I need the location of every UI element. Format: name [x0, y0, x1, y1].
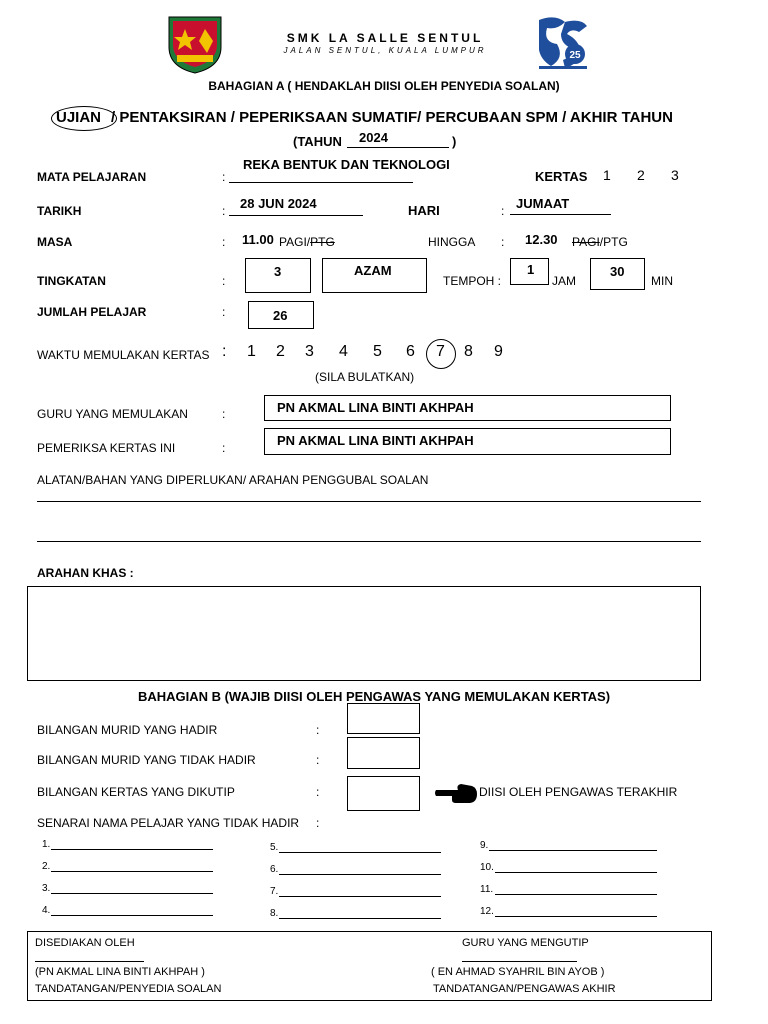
subject-colon: :	[222, 170, 226, 184]
list-number-3: 3.	[42, 883, 51, 894]
start-time-colon: :	[222, 343, 227, 360]
section-b-heading: BAHAGIAN B (WAJIB DIISI OLEH PENGAWAS YANG MEMULAKAN KERTAS)	[137, 689, 611, 704]
collector-role: TANDATANGAN/PENGAWAS AKHIR	[433, 983, 616, 995]
start-time-option-2: 2	[276, 343, 285, 360]
prepared-by-signature-line	[35, 961, 144, 962]
list-number-2: 2.	[42, 861, 51, 872]
until-label: HINGGA	[428, 235, 476, 249]
subject-value: REKA BENTUK DAN TEKNOLOGI	[243, 157, 450, 172]
time-start-pagi: PAGI/	[279, 235, 311, 249]
list-line-2	[51, 871, 213, 872]
school-address: JALAN SENTUL, KUALA LUMPUR	[283, 46, 487, 55]
collected-colon: :	[316, 785, 320, 799]
list-line-5	[279, 852, 441, 853]
list-number-10: 10.	[480, 862, 494, 873]
list-number-6: 6.	[270, 864, 279, 875]
start-time-option-9: 9	[494, 343, 503, 360]
time-label: MASA	[37, 235, 73, 249]
day-line	[510, 214, 611, 215]
materials-label: ALATAN/BAHAN YANG DIPERLUKAN/ ARAHAN PENGGUBAL SOALAN	[37, 473, 429, 487]
list-number-12: 12.	[480, 906, 494, 917]
special-instructions-box	[27, 586, 701, 681]
student-count-value: 26	[273, 308, 288, 323]
pointing-hand-icon	[434, 782, 478, 806]
prepared-by-label: DISEDIAKAN OLEH	[35, 937, 135, 949]
subject-line	[229, 182, 413, 183]
time-start-ptg: PTG	[310, 235, 335, 249]
checker-colon: :	[222, 441, 226, 455]
form-label: TINGKATAN	[37, 274, 106, 288]
starting-teacher-colon: :	[222, 407, 226, 421]
prepared-by-role: TANDATANGAN/PENYEDIA SOALAN	[35, 983, 222, 995]
time-start-value: 11.00	[242, 232, 274, 247]
present-box	[347, 703, 420, 734]
day-colon: :	[501, 204, 505, 218]
collector-signature-line	[462, 961, 577, 962]
list-line-6	[279, 874, 441, 875]
start-time-label: WAKTU MEMULAKAN KERTAS	[37, 348, 210, 362]
absent-colon: :	[316, 753, 320, 767]
start-time-option-7: 7	[436, 343, 445, 360]
day-value: JUMAAT	[516, 196, 570, 211]
checker-value: PN AKMAL LINA BINTI AKHPAH	[277, 433, 474, 448]
checker-label: PEMERIKSA KERTAS INI	[37, 441, 176, 455]
special-instructions-label: ARAHAN KHAS :	[37, 566, 134, 580]
list-line-12	[495, 916, 657, 917]
time-colon: :	[222, 235, 226, 249]
until-colon: :	[501, 235, 505, 249]
starting-teacher-label: GURU YANG MEMULAKAN	[37, 407, 188, 421]
collector-label: GURU YANG MENGUTIP	[462, 937, 589, 949]
student-count-label: JUMLAH PELAJAR	[37, 305, 147, 319]
collected-label: BILANGAN KERTAS YANG DIKUTIP	[37, 785, 235, 799]
duration-hours: 1	[527, 262, 535, 277]
day-label: HARI	[408, 203, 440, 218]
list-number-4: 4.	[42, 905, 51, 916]
paper-option-1: 1	[603, 167, 611, 183]
class-value: AZAM	[354, 263, 392, 278]
date-colon: :	[222, 204, 226, 218]
absent-list-label: SENARAI NAMA PELAJAR YANG TIDAK HADIR	[37, 816, 300, 830]
list-number-11: 11.	[480, 884, 494, 895]
start-time-option-4: 4	[339, 343, 348, 360]
last-invigilator-note: DIISI OLEH PENGAWAS TERAKHIR	[479, 785, 678, 799]
start-time-option-8: 8	[464, 343, 473, 360]
school-crest	[163, 11, 227, 75]
list-number-9: 9.	[480, 840, 489, 851]
time-end-ptg: /PTG	[599, 235, 628, 249]
duration-label: TEMPOH :	[443, 274, 502, 288]
exam-type-options: / PENTAKSIRAN / PEPERIKSAAN SUMATIF/ PERCUBAAN SPM / AKHIR TAHUN	[111, 109, 673, 126]
time-end-value: 12.30	[525, 232, 558, 247]
present-label: BILANGAN MURID YANG HADIR	[37, 723, 218, 737]
list-line-11	[495, 894, 657, 895]
form-colon: :	[222, 274, 226, 288]
paper-option-2: 2	[637, 167, 645, 183]
materials-line-1	[37, 501, 701, 502]
time-end-pagi: PAGI	[572, 235, 600, 249]
prepared-by-name: (PN AKMAL LINA BINTI AKHPAH )	[35, 966, 205, 978]
start-time-option-1: 1	[247, 343, 256, 360]
hours-label: JAM	[552, 274, 576, 288]
year-value: 2024	[359, 130, 388, 145]
starting-teacher-value: PN AKMAL LINA BINTI AKHPAH	[277, 400, 474, 415]
list-number-5: 5.	[270, 842, 279, 853]
svg-text:25: 25	[569, 50, 581, 61]
present-colon: :	[316, 723, 320, 737]
year-line	[347, 147, 449, 148]
student-count-colon: :	[222, 305, 226, 319]
collected-box	[347, 776, 420, 811]
start-time-option-3: 3	[305, 343, 314, 360]
school-name: SMK LA SALLE SENTUL	[286, 31, 484, 45]
start-time-option-5: 5	[373, 343, 382, 360]
absent-list-colon: :	[316, 816, 320, 830]
list-line-3	[51, 893, 213, 894]
list-line-1	[51, 849, 213, 850]
form-value: 3	[274, 264, 282, 279]
year-suffix: )	[452, 134, 457, 149]
anniversary-logo	[535, 14, 591, 72]
absent-box	[347, 737, 420, 769]
date-label: TARIKH	[37, 204, 82, 218]
list-line-7	[279, 896, 441, 897]
duration-minutes: 30	[610, 264, 625, 279]
date-line	[229, 215, 363, 216]
collector-name: ( EN AHMAD SYAHRIL BIN AYOB )	[431, 966, 605, 978]
list-number-8: 8.	[270, 908, 279, 919]
materials-line-2	[37, 541, 701, 542]
exam-type-ujian: UJIAN	[56, 109, 102, 126]
list-line-10	[495, 872, 657, 873]
minutes-label: MIN	[651, 274, 673, 288]
date-value: 28 JUN 2024	[240, 196, 317, 211]
list-number-1: 1.	[42, 839, 51, 850]
circle-note: (SILA BULATKAN)	[315, 370, 415, 384]
list-line-4	[51, 915, 213, 916]
start-time-option-6: 6	[406, 343, 415, 360]
subject-label: MATA PELAJARAN	[37, 170, 147, 184]
section-a-heading: BAHAGIAN A ( HENDAKLAH DIISI OLEH PENYEDIA SOALAN)	[208, 79, 560, 93]
paper-option-3: 3	[671, 167, 679, 183]
list-line-8	[279, 918, 441, 919]
list-line-9	[489, 850, 657, 851]
paper-label: KERTAS	[535, 169, 588, 184]
absent-label: BILANGAN MURID YANG TIDAK HADIR	[37, 753, 256, 767]
list-number-7: 7.	[270, 886, 279, 897]
year-prefix: (TAHUN	[293, 134, 342, 149]
